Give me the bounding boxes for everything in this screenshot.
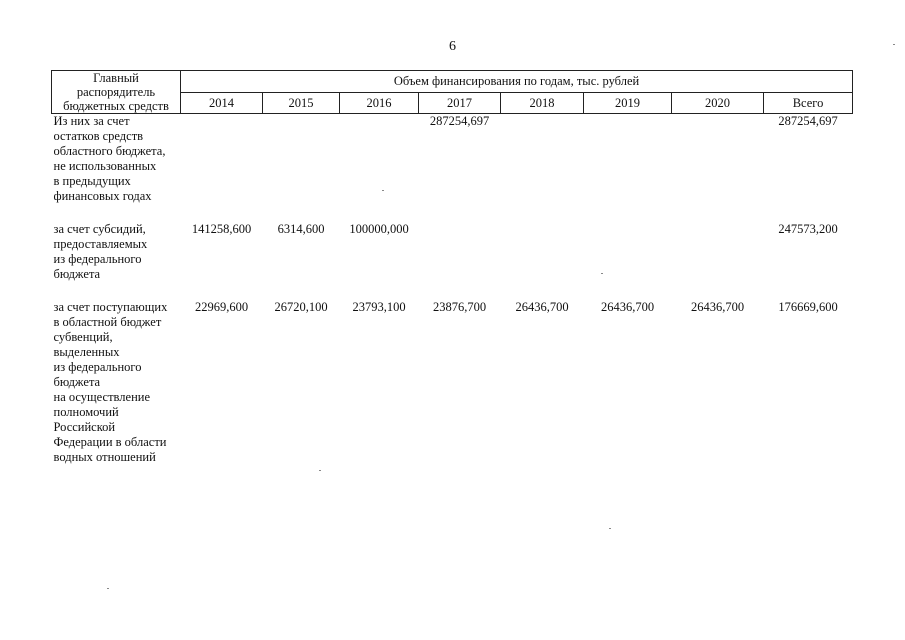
- label-line: субвенций,: [53, 330, 113, 344]
- value-cell: [501, 222, 584, 282]
- value-cell: [340, 114, 419, 205]
- header-year: 2018: [501, 92, 584, 114]
- value-cell: 247573,200: [778, 222, 838, 236]
- header-year: 2019: [584, 92, 672, 114]
- header-year: 2015: [263, 92, 340, 114]
- row-label: [52, 300, 181, 465]
- label-line: на осуществление: [53, 390, 151, 404]
- label-line: бюджета: [53, 267, 101, 281]
- scan-speck: [319, 470, 321, 471]
- row-spacer: [52, 282, 853, 300]
- value-cell: [584, 222, 672, 282]
- value-cell: 100000,000: [349, 222, 409, 236]
- value-cell: [672, 114, 764, 205]
- header-year: 2014: [181, 92, 263, 114]
- table-row: [52, 114, 853, 205]
- header-year: 2017: [419, 92, 501, 114]
- financing-table: [51, 70, 853, 465]
- label-line: Российской: [53, 420, 116, 434]
- label-line: Из них за счет: [53, 114, 130, 128]
- value-cell: 141258,600: [191, 222, 252, 236]
- row-spacer: [52, 204, 853, 222]
- label-line: остатков средств: [53, 129, 144, 143]
- scan-speck: [609, 528, 611, 529]
- value-cell: 176669,600: [778, 300, 838, 314]
- value-cell: 287254,697: [429, 114, 490, 128]
- value-cell: [584, 114, 672, 205]
- row-label: [52, 222, 181, 282]
- value-cell: 287254,697: [778, 114, 838, 128]
- label-line: за счет субсидий,: [53, 222, 146, 236]
- label-line: в предыдущих: [53, 174, 131, 188]
- value-cell: [181, 114, 263, 205]
- header-year: 2020: [672, 92, 764, 114]
- value-cell: 23793,100: [352, 300, 406, 314]
- value-cell: 26436,700: [690, 300, 745, 314]
- row-label: [52, 114, 181, 205]
- page-number: 6: [449, 39, 456, 54]
- label-line: Федерации в области: [53, 435, 167, 449]
- value-cell: [263, 114, 340, 205]
- scan-speck: [382, 190, 384, 191]
- header-line: бюджетных средств: [63, 99, 169, 113]
- header-line: Главный: [93, 71, 139, 85]
- label-line: водных отношений: [53, 450, 156, 464]
- label-line: не использованных: [53, 159, 157, 173]
- scan-speck: [893, 44, 895, 45]
- value-cell: [419, 222, 501, 282]
- value-cell: 23876,700: [432, 300, 487, 314]
- label-line: финансовых годах: [53, 189, 152, 203]
- label-line: за счет поступающих: [53, 300, 168, 314]
- label-line: в областной бюджет: [53, 315, 162, 329]
- value-cell: [501, 114, 584, 205]
- header-budget-manager: [52, 71, 181, 114]
- header-total: Всего: [764, 92, 853, 114]
- label-line: областного бюджета,: [53, 144, 166, 158]
- value-cell: [672, 222, 764, 282]
- value-cell: 22969,600: [194, 300, 249, 314]
- label-line: из федерального: [53, 252, 142, 266]
- label-line: выделенных: [53, 345, 120, 359]
- value-cell: 26720,100: [274, 300, 328, 314]
- scan-speck: [601, 273, 603, 274]
- label-line: предоставляемых: [53, 237, 148, 251]
- table-row: [52, 222, 853, 282]
- value-cell: 26436,700: [515, 300, 569, 314]
- scan-speck: [107, 588, 109, 589]
- value-cell: 6314,600: [277, 222, 325, 236]
- label-line: из федерального: [53, 360, 142, 374]
- table-row: [52, 300, 853, 465]
- header-line: распорядитель: [76, 85, 156, 99]
- value-cell: 26436,700: [600, 300, 655, 314]
- label-line: бюджета: [53, 375, 101, 389]
- header-year: 2016: [340, 92, 419, 114]
- label-line: полномочий: [53, 405, 119, 419]
- header-financing-group: Объем финансирования по годам, тыс. рублей: [181, 71, 853, 93]
